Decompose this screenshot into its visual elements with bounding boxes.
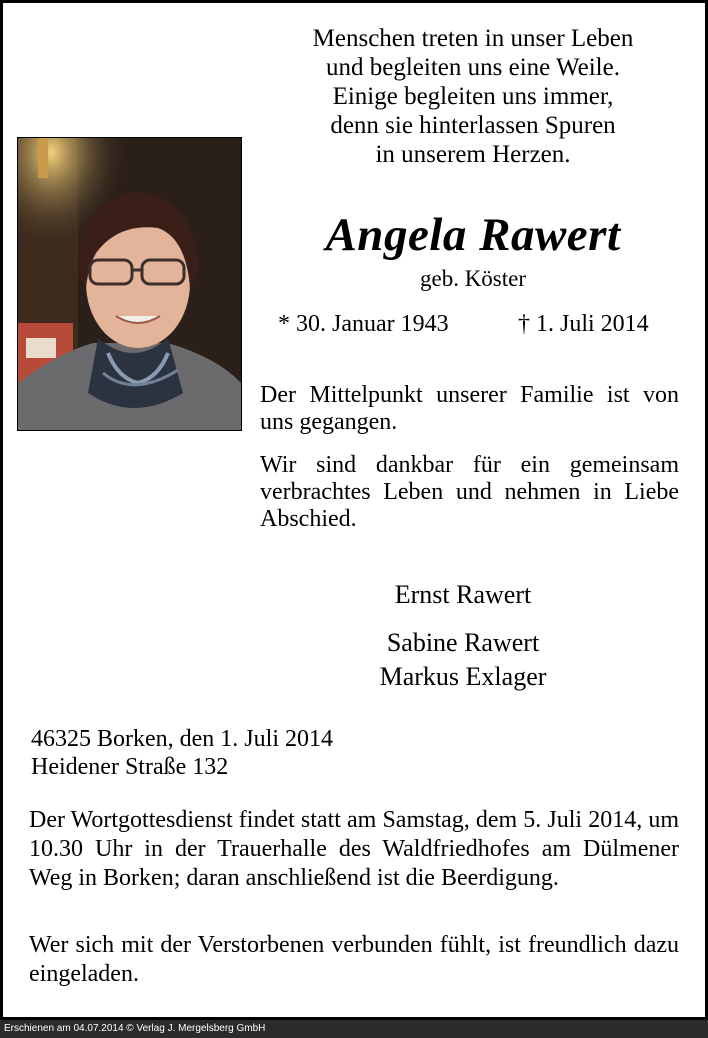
birth-name: geb. Köster	[419, 266, 527, 291]
publication-footer: Erschienen am 04.07.2014 © Verlag J. Mergelsberg GmbH	[0, 1020, 708, 1038]
invitation-notice: Wer sich mit der Verstorbenen verbunden fühlt, ist freundlich dazu eingeladen.	[29, 932, 679, 987]
poem-line: in unserem Herzen.	[375, 141, 571, 168]
poem-line: Menschen treten in unser Leben	[312, 25, 634, 52]
service-notice: Der Wortgottesdienst findet statt am Samstag, dem 5. Juli 2014, um 10.30 Uhr in der Trauerhalle des Waldfriedhofes am Dülmener Weg in Borken; daran anschließend ist die Beerdigung.	[29, 807, 679, 891]
farewell-paragraph: Wir sind dankbar für ein gemeinsam verbrachtes Leben und nehmen in Liebe Abschied.	[260, 452, 679, 532]
mourner-name: Sabine Rawert	[386, 628, 540, 657]
tribute-paragraph: Der Mittelpunkt unserer Familie ist von uns gegangen.	[260, 382, 679, 435]
mourner-name: Markus Exlager	[379, 662, 547, 691]
portrait-image	[18, 138, 241, 430]
deceased-name: Angela Rawert	[325, 209, 621, 261]
address-block	[31, 725, 333, 781]
mourner-name: Ernst Rawert	[394, 580, 532, 609]
poem-line: und begleiten uns eine Weile.	[326, 54, 620, 81]
birth-date: * 30. Januar 1943	[278, 311, 449, 337]
death-date: † 1. Juli 2014	[518, 311, 649, 337]
address-place-date: 46325 Borken, den 1. Juli 2014	[31, 726, 333, 752]
poem-line: denn sie hinterlassen Spuren	[330, 112, 616, 139]
portrait-photo	[17, 137, 242, 431]
poem	[260, 24, 686, 169]
poem-line: Einige begleiten uns immer,	[332, 83, 614, 110]
address-street: Heidener Straße 132	[31, 754, 229, 780]
